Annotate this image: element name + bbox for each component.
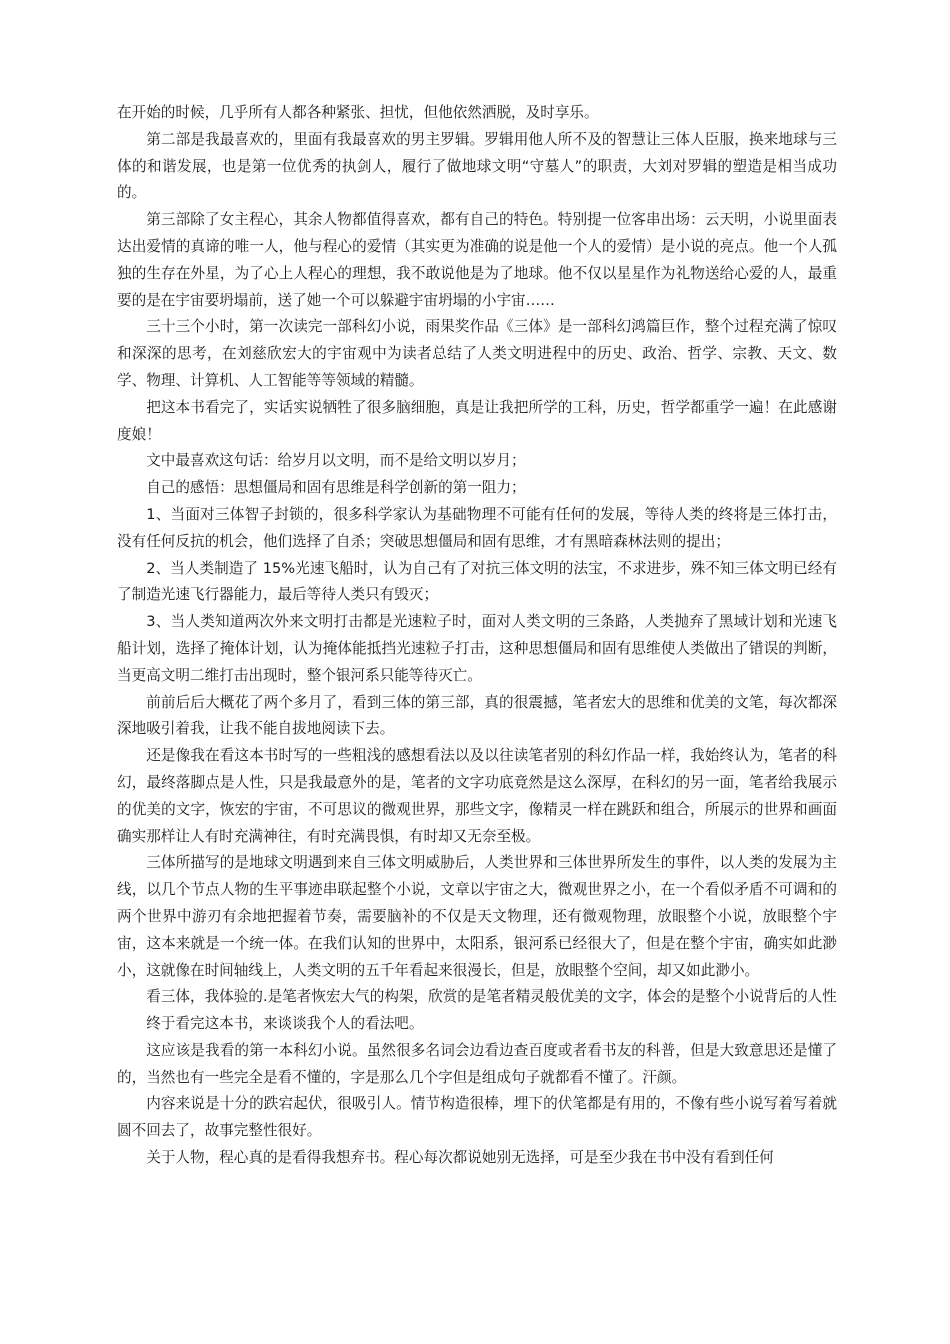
paragraph-12: 还是像我在看这本书时写的一些粗浅的感想看法以及以往读笔者别的科幻作品一样，我始终认为，笔者的科幻，最终落脚点是人性，只是我最意外的是，笔者的文字功底竟然是这么深厚，在科幻的另一面，笔者给我展示的优美的文字，恢宏的宇宙，不可思议的微观世界，那些文字，像精灵一样在跳跃和组合，所展示的世界和画面确实那样让人有时充满神往，有时充满畏惧，有时却又无奈至极。	[117, 747, 837, 845]
paragraph-3: 第三部除了女主程心，其余人物都值得喜欢，都有自己的特色。特别提一位客串出场：云天明，小说里面表达出爱情的真谛的唯一人，他与程心的爱情（其实更为准确的说是他一个人的爱情）是小说的亮点。他一个人孤独的生存在外星，为了心上人程心的理想，我不敢说他是为了地球。他不仅以星星作为礼物送给心爱的人，最重要的是在宇宙要坍塌前，送了她一个可以躲避宇宙坍塌的小宇宙……	[117, 211, 837, 309]
paragraph-2: 第二部是我最喜欢的，里面有我最喜欢的男主罗辑。罗辑用他人所不及的智慧让三体人臣服，换来地球与三体的和谐发展，也是第一位优秀的执剑人，履行了做地球文明“守墓人”的职责，大刘对罗辑的塑造是相当成功的。	[117, 130, 837, 202]
paragraph-7: 自己的感悟：思想僵局和固有思维是科学创新的第一阻力；	[146, 479, 526, 497]
paragraph-8: 1、当面对三体智子封锁的，很多科学家认为基础物理不可能有任何的发展，等待人类的终将是三体打击，没有任何反抗的机会，他们选择了自杀；突破思想僵局和固有思维，才有黑暗森林法则的提出；	[117, 505, 837, 550]
paragraph-11: 前前后后大概花了两个多月了，看到三体的第三部，真的很震撼，笔者宏大的思维和优美的文笔，每次都深深地吸引着我，让我不能自拔地阅读下去。	[117, 693, 837, 738]
paragraph-13: 三体所描写的是地球文明遇到来自三体文明威胁后，人类世界和三体世界所发生的事件，以人类的发展为主线，以几个节点人物的生平事迹串联起整个小说，文章以宇宙之大，微观世界之小，在一个看似矛盾不可调和的两个世界中游刃有余地把握着节奏，需要脑补的不仅是天文物理，还有微观物理，放眼整个小说，放眼整个宇宙，这本来就是一个统一体。在我们认知的世界中，太阳系，银河系已经很大了，但是在整个宇宙，确实如此渺小，这就像在时间轴线上，人类文明的五千年看起来很漫长，但是，放眼整个空间，却又如此渺小。	[117, 854, 837, 979]
paragraph-14: 看三体，我体验的.是笔者恢宏大气的构架，欣赏的是笔者精灵般优美的文字，体会的是整个小说背后的人性	[146, 988, 837, 1006]
paragraph-18: 关于人物，程心真的是看得我想弃书。程心每次都说她别无选择，可是至少我在书中没有看到任何	[146, 1149, 774, 1167]
paragraph-4: 三十三个小时，第一次读完一部科幻小说，雨果奖作品《三体》是一部科幻鸿篇巨作，整个过程充满了惊叹和深深的思考，在刘慈欣宏大的宇宙观中为读者总结了人类文明进程中的历史、政治、哲学、宗教、天文、数学、物理、计算机、人工智能等等领域的精髓。	[117, 318, 837, 389]
paragraph-1: 在开始的时候，几乎所有人都各种紧张、担忧，但他依然洒脱，及时享乐。	[117, 104, 599, 121]
paragraph-5: 把这本书看完了，实话实说牺牲了很多脑细胞，真是让我把所学的工科，历史，哲学都重学一遍！在此感谢度娘！	[117, 398, 837, 443]
paragraph-10: 3、当人类知道两次外来文明打击都是光速粒子时，面对人类文明的三条路，人类抛弃了黑域计划和光速飞船计划，选择了掩体计划，认为掩体能抵挡光速粒子打击，这种思想僵局和固有思维使人类做出了错误的判断，当更高文明二维打击出现时，整个银河系只能等待灭亡。	[117, 613, 837, 684]
paragraph-16: 这应该是我看的第一本科幻小说。虽然很多名词会边看边查百度或者看书友的科普，但是大致意思还是懂了的，当然也有一些完全是看不懂的，字是那么几个字但是组成句子就都看不懂了。汗颜。	[117, 1041, 837, 1086]
paragraph-15: 终于看完这本书，来谈谈我个人的看法吧。	[146, 1015, 424, 1033]
paragraph-9: 2、当人类制造了 15%光速飞船时，认为自己有了对抗三体文明的法宝，不求进步，殊不知三体文明已经有了制造光速飞行器能力，最后等待人类只有毁灭；	[117, 559, 837, 604]
paragraph-17: 内容来说是十分的跌宕起伏，很吸引人。情节构造很棒，埋下的伏笔都是有用的，不像有些小说写着写着就圆不回去了，故事完整性很好。	[117, 1095, 837, 1140]
paragraph-6: 文中最喜欢这句话：给岁月以文明，而不是给文明以岁月；	[146, 452, 526, 470]
document-body	[117, 100, 837, 1172]
